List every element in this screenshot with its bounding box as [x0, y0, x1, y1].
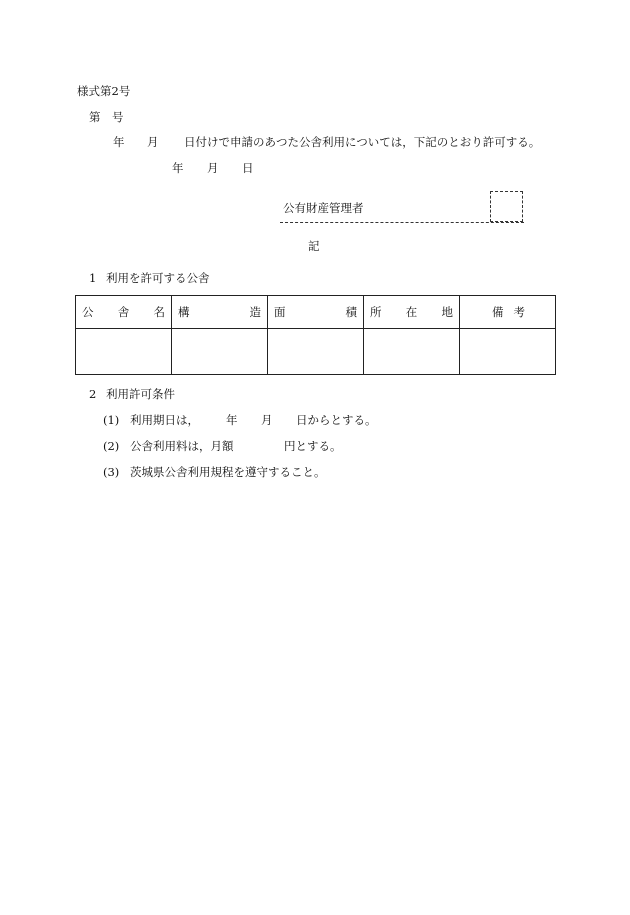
- condition-3-number: (3): [103, 465, 120, 479]
- seal-box: [490, 191, 523, 222]
- issue-date-year: 年: [172, 161, 184, 175]
- condition-3-text: 茨城県公舎利用規程を遵守すること。: [130, 465, 326, 479]
- table-row: [76, 329, 556, 375]
- condition-2-number: (2): [103, 439, 120, 453]
- section-2-title: 利用許可条件: [106, 387, 175, 401]
- condition-1-month: 月: [261, 413, 273, 427]
- condition-1-tail: 日からとする。: [296, 413, 377, 427]
- issue-date-day: 日: [242, 161, 254, 175]
- date-line-month: 月: [147, 135, 159, 149]
- facility-table: [75, 295, 556, 375]
- cell-facility-name: [76, 329, 172, 375]
- condition-1-text: 利用期日は，: [130, 413, 199, 427]
- cell-area: [268, 329, 364, 375]
- cell-location: [364, 329, 460, 375]
- cell-remarks: [460, 329, 556, 375]
- section-1-number: 1: [89, 271, 97, 285]
- permission-statement: 日付けで申請のあつた公舎利用については，下記のとおり許可する。: [184, 135, 541, 149]
- condition-2-text: 公舎利用料は，月額: [130, 439, 234, 453]
- table-header-row: [76, 296, 556, 329]
- administrator-title: 公有財産管理者: [283, 201, 364, 215]
- header-facility-name: 公 舎 名: [76, 296, 172, 329]
- header-location: 所 在 地: [364, 296, 460, 329]
- form-number: 様式第2号: [77, 84, 131, 98]
- header-structure: 構 造: [172, 296, 268, 329]
- condition-1-number: (1): [103, 413, 120, 427]
- issue-date-month: 月: [207, 161, 219, 175]
- condition-1-year: 年: [226, 413, 238, 427]
- condition-2-tail: 円とする。: [284, 439, 342, 453]
- header-remarks: 備 考: [460, 296, 556, 329]
- signature-line: [280, 222, 524, 223]
- document-number-label: 第 号: [89, 110, 124, 124]
- header-area: 面 積: [268, 296, 364, 329]
- cell-structure: [172, 329, 268, 375]
- section-1-title: 利用を許可する公舎: [106, 271, 210, 285]
- ki-heading: 記: [308, 239, 320, 253]
- section-2-number: 2: [89, 387, 97, 401]
- date-line-year: 年: [113, 135, 125, 149]
